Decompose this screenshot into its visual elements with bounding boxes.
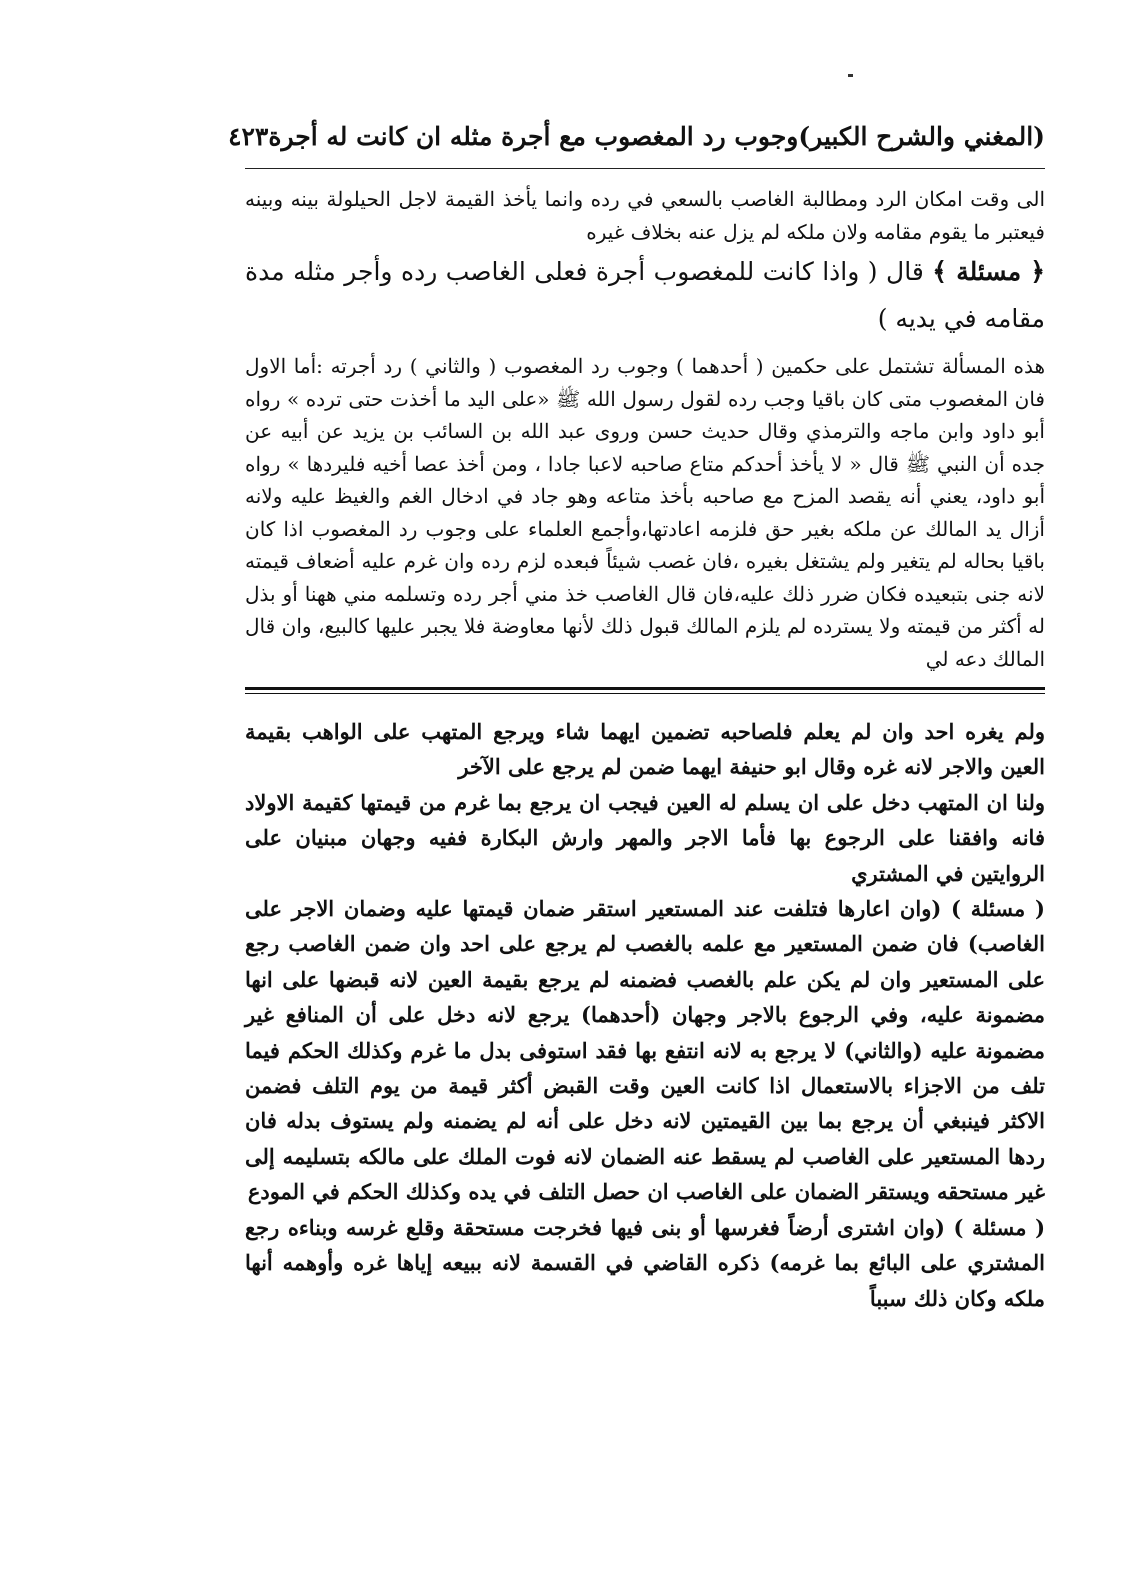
stray-ink-mark (848, 74, 853, 77)
lower-ruling-2-marker: ( مسئلة ) (953, 1214, 1046, 1240)
section-divider (245, 687, 1045, 694)
ruling-text: قال ( واذا كانت للمغصوب أجرة فعلى الغاصب رده وأجر مثله مدة مقامه في يديه ) (245, 257, 1045, 333)
ruling-marker: ﴿ مسئلة ﴾ (932, 257, 1046, 286)
lower-ruling-1-marker: ( مسئلة ) (951, 896, 1045, 922)
lower-text (245, 714, 1045, 1316)
continuation-paragraph: الى وقت امكان الرد ومطالبة الغاصب بالسعي في رده وانما يأخذ القيمة لاجل الحيلولة بينه وبينه فيعتبر ما يقوم مقامه ولان ملكه لم يزل عنه بخلاف غيره (245, 187, 1045, 244)
lower-ruling-1-text: (وان اعارها فتلفت عند المستعير استقر ضمان قيمتها عليه وضمان الاجر على الغاصب) فان ضمن المستعير مع علمه بالغصب لم يرجع على احد وان ضمن الغاصب رجع على المستعير وان لم يكن علم بالغصب فضمنه لم يرجع بقيمة العين لانه قبضها على انها مضمونة عليه، وفي الرجوع بالاجر وجهان (أحدهما) يرجع لانه دخل على أن المنافع غير مضمونة عليه (والثاني) لا يرجع به لانه انتفع بها فقد استوفى بدل ما غرم وكذلك الحكم فيما تلف من الاجزاء بالاستعمال اذا كانت العين وقت القبض أكثر قيمة من يوم التلف فضمن الاكثر فينبغي أن يرجع بما بين القيمتين لانه دخل على أنه لم يضمنه ولم يستوف بدله فان ردها المستعير على الغاصب لم يسقط عنه الضمان لانه فوت الملك على مالكه بتسليمه إلى غير مستحقه ويستقر الضمان على الغاصب ان حصل التلف في يده وكذلك الحكم في المودع (245, 896, 1045, 1205)
section-topic: وجوب رد المغصوب مع أجرة مثله ان كانت له أجرة (268, 122, 799, 151)
page-number: ٤٢٣ (228, 122, 269, 151)
lower-paragraph-2: ولنا ان المتهب دخل على ان يسلم له العين فيجب ان يرجع بما غرم من قيمتها كقيمة الاولاد فانه وافقنا على الرجوع بها فأما الاجر والمهر وارش البكارة ففيه وجهان مبنيان على الروايتين في المشتري (245, 789, 1045, 886)
commentary-paragraph: هذه المسألة تشتمل على حكمين ( أحدهما ) وجوب رد المغصوب ( والثاني ) رد أجرته :أما الاول فان المغصوب متى كان باقيا وجب رده لقول رسول الله ﷺ «على اليد ما أخذت حتى ترده » رواه أبو داود وابن ماجه والترمذي وقال حديث حسن وروى عبد الله بن السائب بن يزيد عن أبيه عن جده أن النبي ﷺ قال « لا يأخذ أحدكم متاع صاحبه لاعبا جادا ، ومن أخذ عصا أخيه فليردها » رواه أبو داود، يعني أنه يقصد المزح مع صاحبه بأخذ متاعه وهو جاد في ادخال الغم والغيظ عليه ولانه أزال يد المالك عن ملكه بغير حق فلزمه اعادتها،وأجمع العلماء على وجوب رد المغصوب اذا كان باقيا بحاله لم يتغير ولم يشتغل بغيره ،فان غصب شيئاً فبعده لزم رده وان غرم عليه أضعاف قيمته لانه جنى بتبعيده فكان ضرر ذلك عليه،فان قال الغاصب خذ مني أجر رده وتسلمه مني ههنا أو بذل له أكثر من قيمته ولا يسترده لم يلزم المالك قبول ذلك لأنها معاوضة فلا يجبر عليها كالبيع، وان قال المالك دعه لي (245, 354, 1045, 671)
lower-ruling-2-text: (وان اشترى أرضاً فغرسها أو بنى فيها فخرجت مستحقة وقلع غرسه وبناءه رجع المشتري على البائع بما غرمه) ذكره القاضي في القسمة لانه ببيعه إياها غره وأوهمه أنها ملكه وكان ذلك سبباً (245, 1214, 1045, 1311)
running-header (228, 122, 1045, 169)
book-title: (المغني والشرح الكبير) (798, 122, 1045, 151)
lower-paragraph-1: ولم يغره احد وان لم يعلم فلصاحبه تضمين ايهما شاء ويرجع المتهب على الواهب بقيمة العين والاجر لانه غره وقال ابو حنيفة ايهما ضمن لم يرجع على الآخر (245, 719, 1045, 780)
lower-ruling-2 (245, 1210, 1045, 1316)
ruling-paragraph (245, 248, 1045, 342)
lower-ruling-1 (245, 891, 1045, 1210)
book-page (228, 122, 1046, 1316)
main-text (245, 183, 1045, 675)
